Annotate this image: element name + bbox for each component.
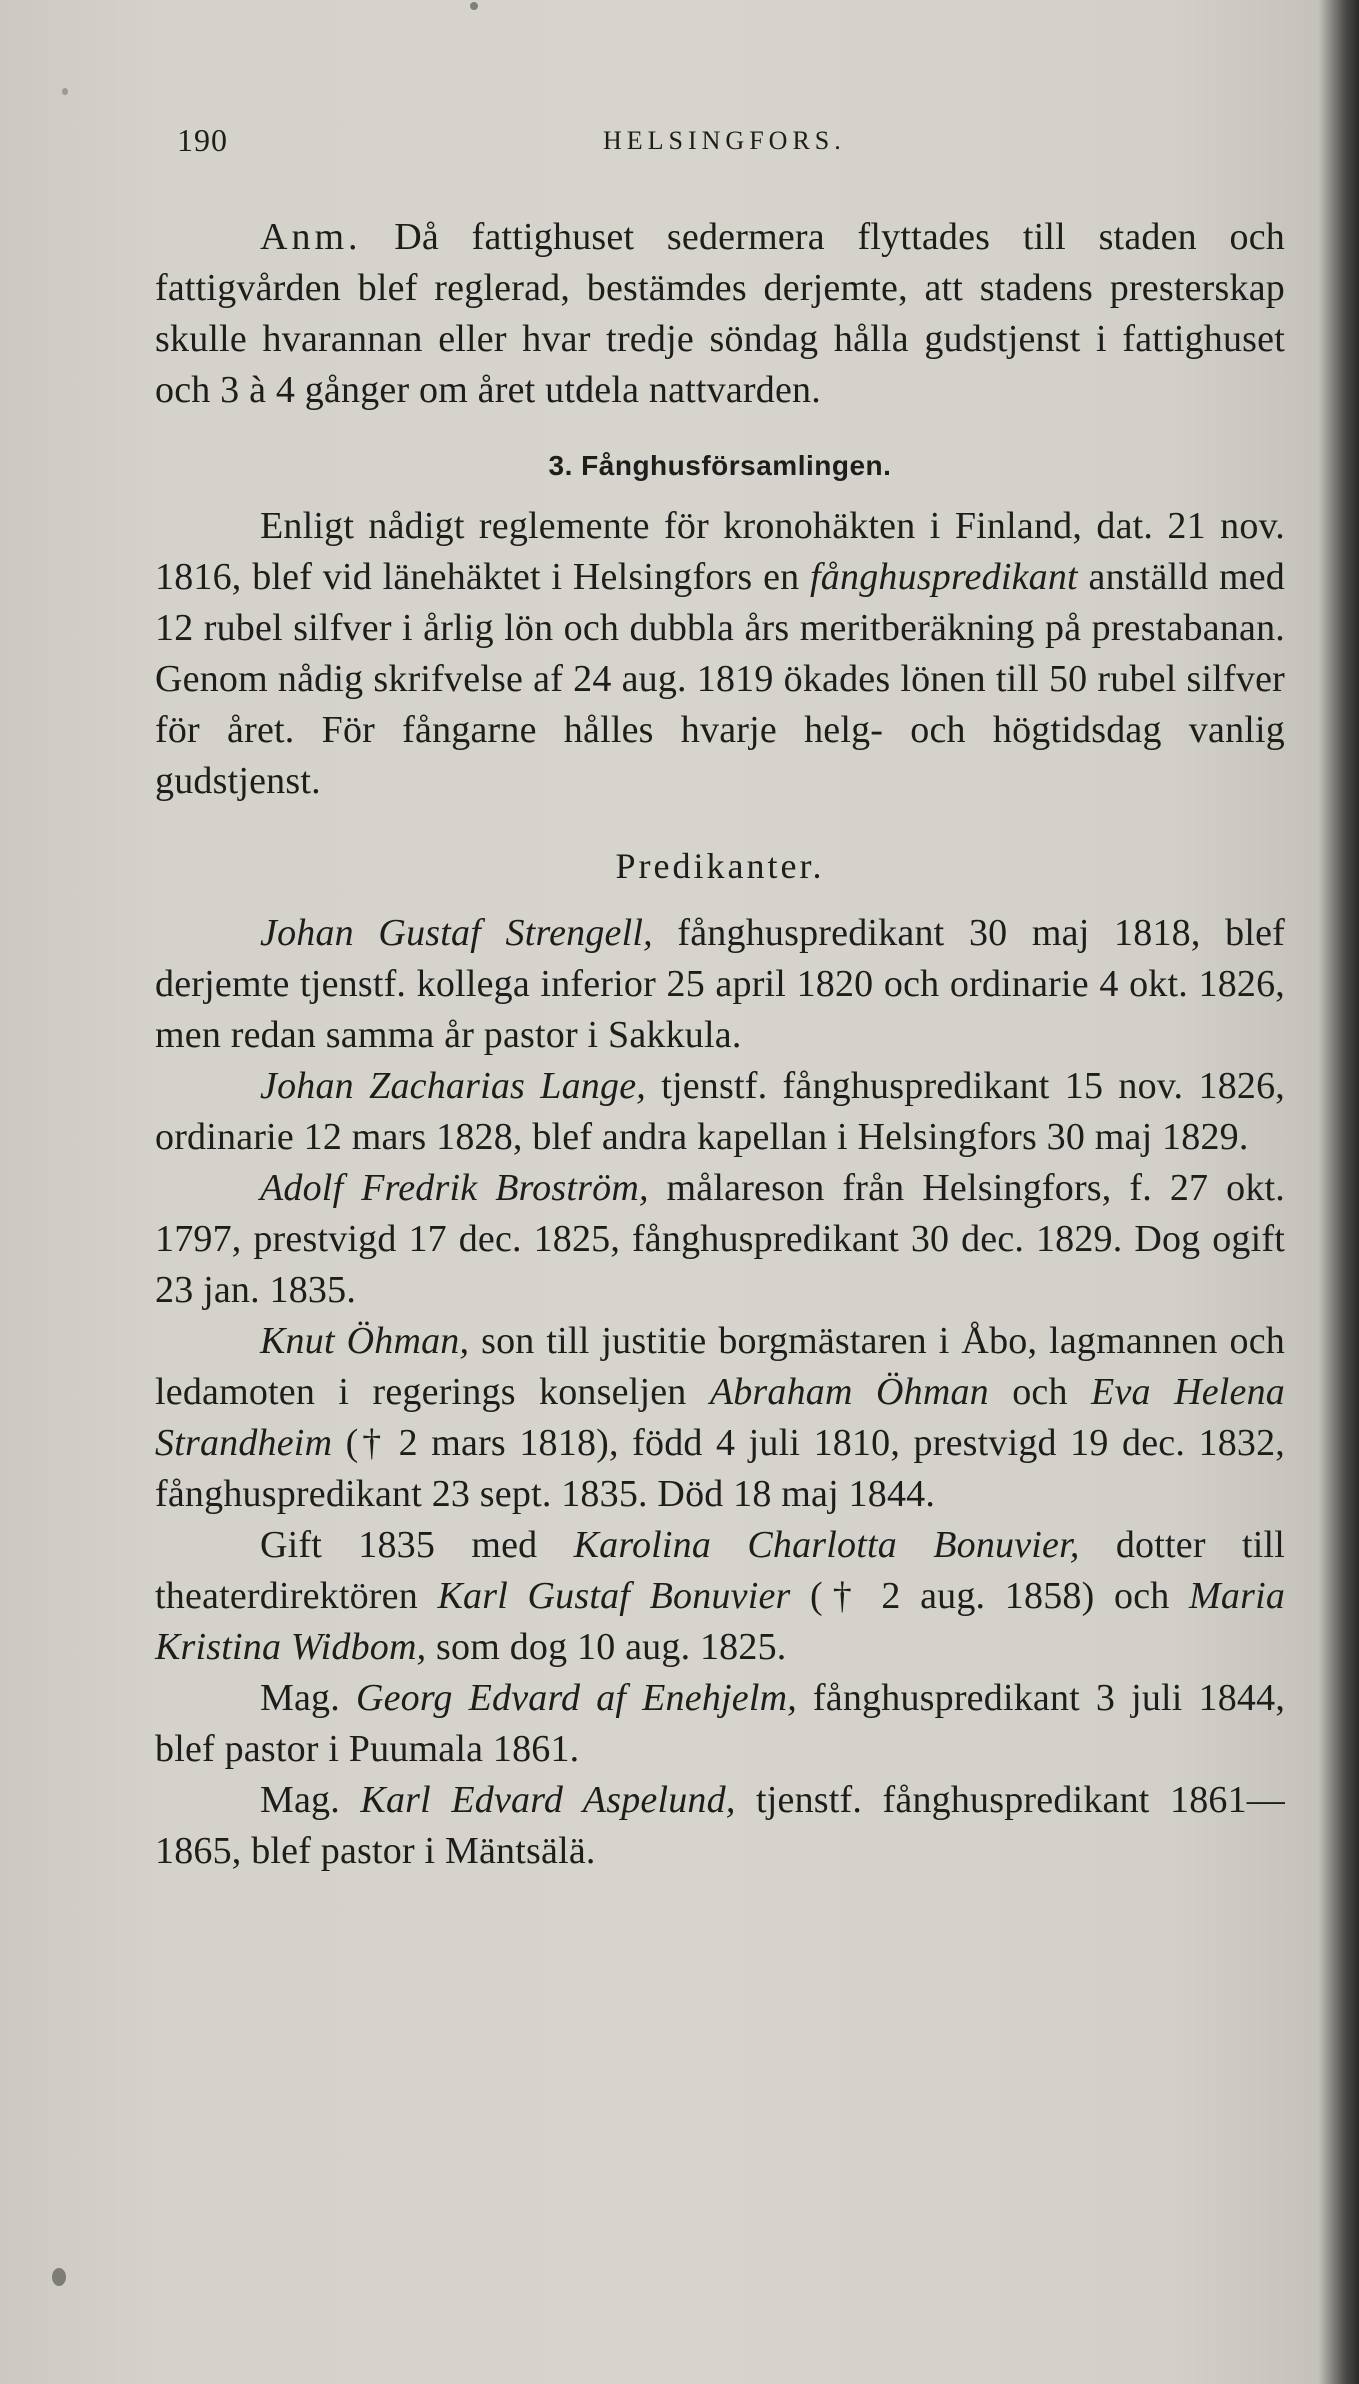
entry-text: († 2 aug. 1858) och (790, 1575, 1190, 1617)
entry-text: fånghuspredikant 30 maj 1818, blef derjemte tjenstf. kollega inferior 25 april 1820 och ordinarie 4 okt. 1826, men redan samma år pastor i Sakkula. (155, 912, 1285, 1056)
running-title: HELSINGFORS. (603, 126, 846, 155)
section-paragraph (155, 501, 1285, 807)
entry-text: tjenstf. fånghuspredikant 15 nov. 1826, ordinarie 12 mars 1828, blef andra kapellan i Helsingfors 30 maj 1829. (155, 1065, 1285, 1158)
note-paragraph (155, 212, 1285, 416)
entry-strengell (155, 908, 1285, 1061)
entry-title: Mag. (260, 1779, 361, 1821)
paper-speck (52, 2268, 66, 2286)
page-header (155, 122, 1285, 172)
section-italic-term: fånghuspredikant (810, 556, 1078, 598)
section-text-2: anställd med 12 rubel silfver i årlig lön och dubbla års meritberäkning på prestabanan. Genom nådig skrifvelse af 24 aug. 1819 ökades lönen till 50 rubel silfver för året. För fångarne hålles hvarje helg- och högtidsdag vanlig gudstjenst. (155, 556, 1286, 802)
paper-speck (62, 88, 68, 95)
entry-title: Mag. (260, 1677, 356, 1719)
wife-name: Karolina Charlotta Bonuvier, (573, 1524, 1080, 1566)
entry-text: och (988, 1371, 1092, 1413)
page-number: 190 (177, 122, 228, 158)
entry-name: Georg Edvard af Enehjelm, (355, 1677, 797, 1719)
section-text-1: Enligt nådigt reglemente för kronohäkten i Finland, dat. 21 nov. 1816, blef vid länehäktet i Helsingfors en (155, 505, 1285, 598)
entry-aspelund (155, 1775, 1285, 1877)
entry-lange (155, 1061, 1285, 1163)
predikanter-heading: Predikanter. (615, 846, 825, 886)
entry-name: Karl Edvard Aspelund, (360, 1779, 736, 1821)
page-body (155, 212, 1285, 1877)
entry-name: Johan Zacharias Lange, (260, 1065, 646, 1107)
entry-name: Knut Öhman, (260, 1320, 470, 1362)
mother-name: Maria Kristina Widbom, (155, 1575, 1286, 1668)
entry-text: († 2 mars 1818), född 4 juli 1810, prestvigd 19 dec. 1832, fånghuspredikant 23 sept. 1835. Död 18 maj 1844. (155, 1422, 1285, 1515)
entry-text: son till justitie borgmästaren i Åbo, lagmannen och ledamoten i regerings konseljen (155, 1320, 1285, 1413)
entry-text: fånghuspredikant 3 juli 1844, blef pastor i Puumala 1861. (155, 1677, 1286, 1770)
note-text: Då fattighuset sedermera flyttades till staden och fattigvården blef reglerad, bestämdes derjemte, att stadens presterskap skulle hvarannan eller hvar tredje söndag hålla gudstjenst i fattighuset och 3 à 4 gånger om året utdela nattvarden. (155, 216, 1286, 411)
section-heading: 3. Fånghusförsamlingen. (548, 450, 892, 481)
entry-brostrom (155, 1163, 1285, 1316)
entry-name: Adolf Fredrik Broström, (260, 1167, 649, 1209)
mother-name: Eva Helena Strandheim (155, 1371, 1285, 1464)
entry-text: tjenstf. fånghuspredikant 1861—1865, blef pastor i Mäntsälä. (155, 1779, 1285, 1872)
entry-text: målareson från Helsingfors, f. 27 okt. 1797, prestvigd 17 dec. 1825, fånghuspredikant 30 dec. 1829. Dog ogift 23 jan. 1835. (155, 1167, 1285, 1311)
entry-text: dotter till theaterdirektören (155, 1524, 1285, 1617)
entry-text: Gift 1835 med (260, 1524, 574, 1566)
father-name: Karl Gustaf Bonuvier (437, 1575, 791, 1617)
entry-name: Johan Gustaf Strengell, (260, 912, 653, 954)
note-prefix: Anm. (260, 216, 362, 258)
entry-enehjelm (155, 1673, 1285, 1775)
entry-text: som dog 10 aug. 1825. (426, 1626, 787, 1668)
paper-speck (470, 2, 478, 10)
entry-ohman (155, 1316, 1285, 1520)
father-name: Abraham Öhman (709, 1371, 989, 1413)
entry-ohman-marriage (155, 1520, 1285, 1673)
